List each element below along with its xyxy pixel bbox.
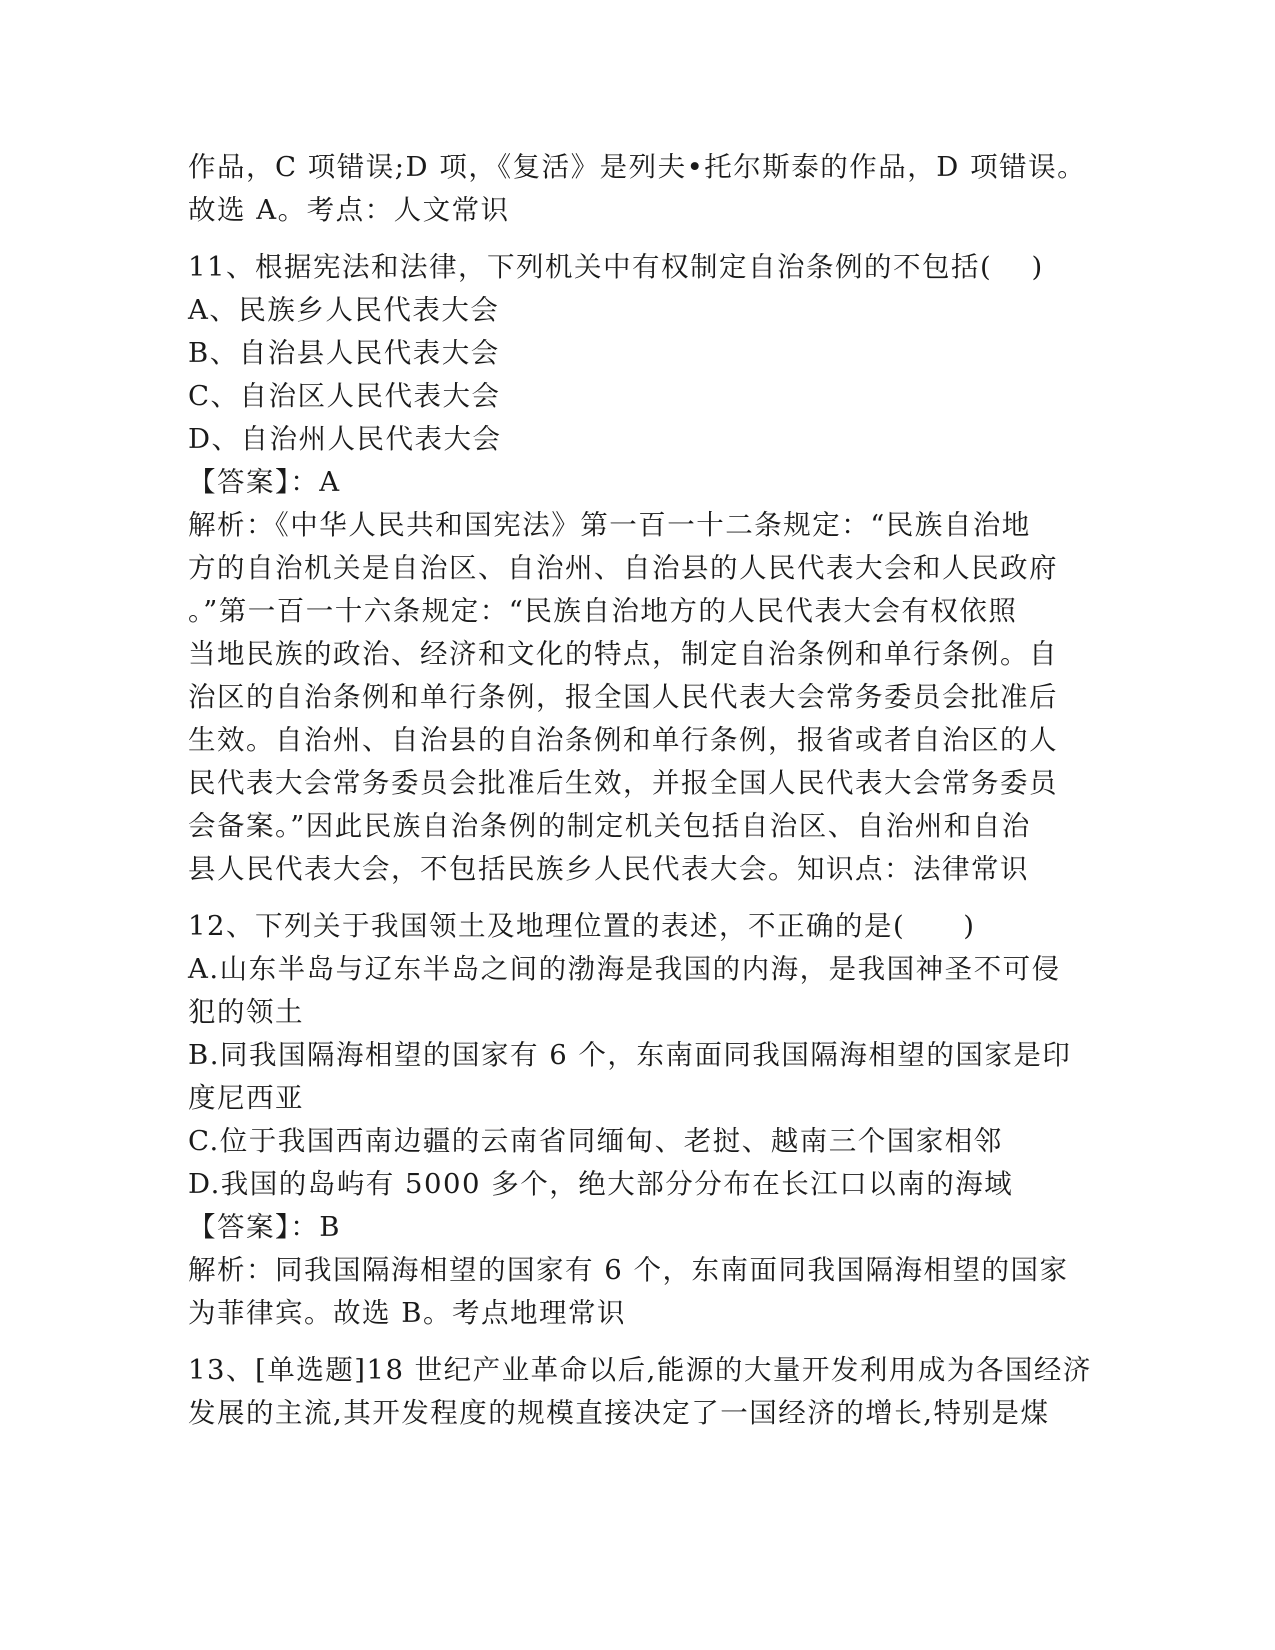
option-b: B、自治县人民代表大会 [188, 337, 500, 369]
option-b: B.同我国隔海相望的国家有 6 个，东南面同我国隔海相望的国家是印 [188, 1039, 1072, 1071]
option-a-cont: 犯的领土 [188, 996, 304, 1028]
answer: 【答案】：A [188, 466, 341, 498]
analysis-line: 民代表大会常务委员会批准后生效，并报全国人民代表大会常务委员 [188, 767, 1058, 799]
option-a: A.山东半岛与辽东半岛之间的渤海是我国的内海，是我国神圣不可侵 [188, 953, 1061, 985]
question-13 [188, 1349, 1092, 1435]
analysis-line: 治区的自治条例和单行条例，报全国人民代表大会常务委员会批准后 [188, 681, 1058, 713]
text-line: 作品，C 项错误;D 项，《复活》是列夫•托尔斯泰的作品，D 项错误。 [188, 151, 1087, 183]
question-stem-cont: 发展的主流,其开发程度的规模直接决定了一国经济的增长,特别是煤 [188, 1397, 1050, 1429]
option-d: D、自治州人民代表大会 [188, 423, 502, 455]
analysis-line: 方的自治机关是自治区、自治州、自治县的人民代表大会和人民政府 [188, 552, 1058, 584]
question-stem: 12、下列关于我国领土及地理位置的表述，不正确的是( ) [188, 910, 976, 942]
option-c: C.位于我国西南边疆的云南省同缅甸、老挝、越南三个国家相邻 [188, 1125, 1003, 1157]
option-a: A、民族乡人民代表大会 [188, 294, 500, 326]
option-c: C、自治区人民代表大会 [188, 380, 501, 412]
question-12 [188, 905, 1088, 1335]
document-page [188, 146, 1092, 1435]
analysis-line: 解析：《中华人民共和国宪法》第一百一十二条规定：“民族自治地 [188, 509, 1031, 541]
option-b-cont: 度尼西亚 [188, 1082, 304, 1114]
analysis-line: 会备案。”因此民族自治条例的制定机关包括自治区、自治州和自治 [188, 810, 1031, 842]
previous-question-tail [188, 146, 1088, 232]
option-d: D.我国的岛屿有 5000 多个，绝大部分分布在长江口以南的海域 [188, 1168, 1014, 1200]
answer: 【答案】：B [188, 1211, 341, 1243]
analysis-line: 为菲律宾。故选 B。考点地理常识 [188, 1297, 626, 1329]
question-stem: 13、[单选题]18 世纪产业革命以后,能源的大量开发利用成为各国经济 [188, 1354, 1092, 1386]
question-11 [188, 246, 1088, 891]
question-stem: 11、根据宪法和法律，下列机关中有权制定自治条例的不包括( ) [188, 251, 1044, 283]
analysis-line: 解析：同我国隔海相望的国家有 6 个，东南面同我国隔海相望的国家 [188, 1254, 1069, 1286]
analysis-line: 当地民族的政治、经济和文化的特点，制定自治条例和单行条例。自 [188, 638, 1058, 670]
analysis-line: 生效。自治州、自治县的自治条例和单行条例，报省或者自治区的人 [188, 724, 1058, 756]
analysis-line: 。”第一百一十六条规定：“民族自治地方的人民代表大会有权依照 [188, 595, 1018, 627]
analysis-line: 县人民代表大会，不包括民族乡人民代表大会。知识点：法律常识 [188, 853, 1029, 885]
text-line: 故选 A。考点：人文常识 [188, 194, 510, 226]
